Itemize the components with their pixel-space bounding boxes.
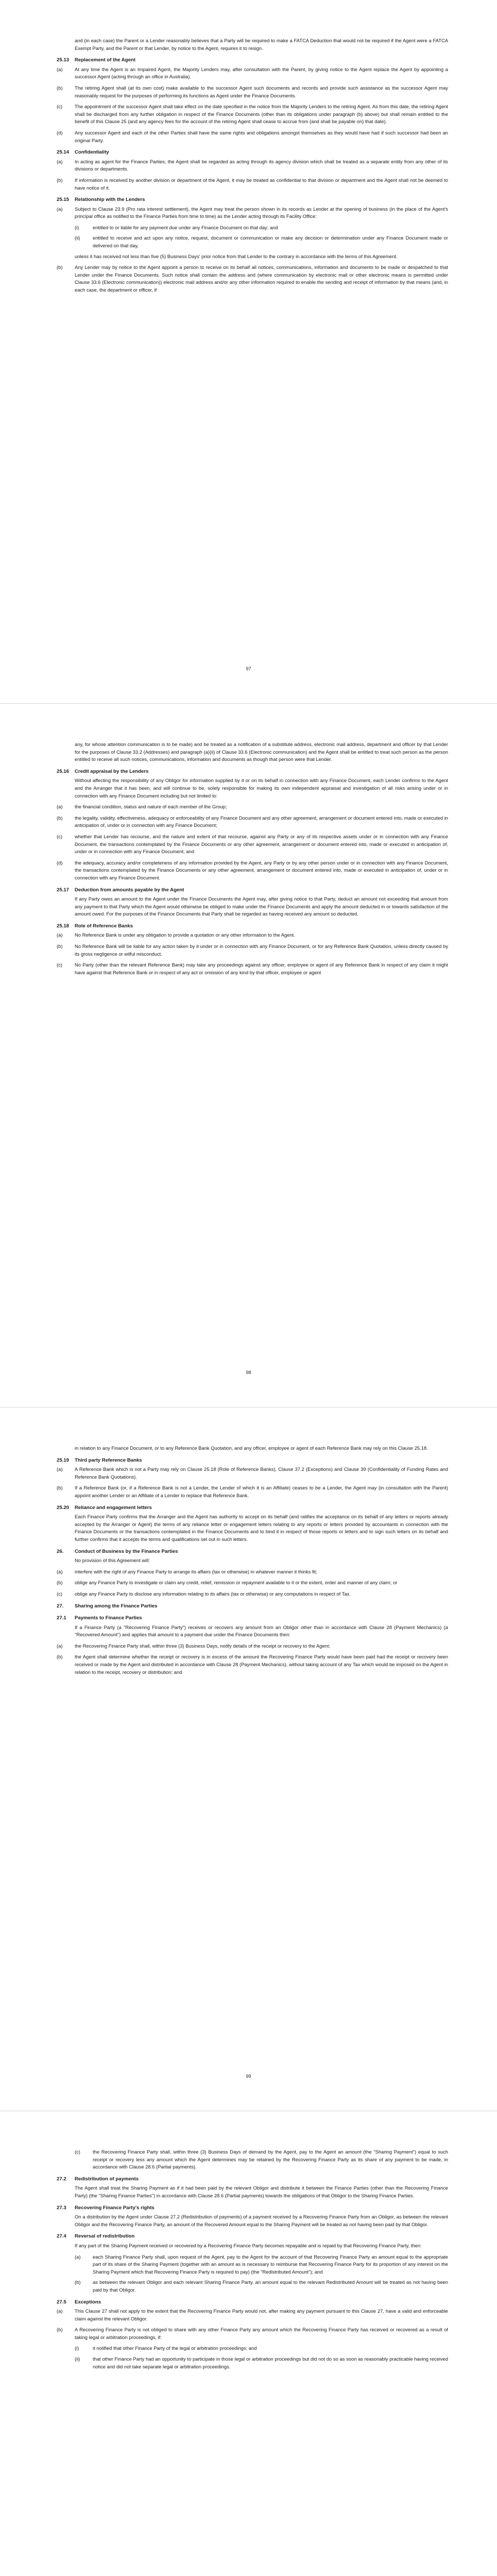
clause-heading: [57, 196, 448, 204]
list-item: [57, 803, 448, 811]
list-item: [57, 177, 448, 192]
item-label: (ii): [75, 2356, 80, 2362]
paragraph: The Agent shall treat the Sharing Payment as if it had been paid by the relevant Obligor and distribute it between the Finance Parties (other than the Recovering Finance Party) (the "Sharing Finance Parties") in accordance with Clause 28.6 (Partial payments) towards the obligations of that Obligor to the Sharing Finance Parties.: [75, 2185, 448, 2198]
clause-number: 27.3: [57, 2205, 66, 2211]
item-label: (b): [57, 815, 63, 821]
item-label: (b): [57, 2327, 63, 2333]
clause-title: Conduct of Business by the Finance Parties: [75, 1548, 178, 1554]
clause-number: 25.17: [57, 887, 70, 893]
item-text: Subject to Clause 23.9 (Pro rata interest settlement), the Agent may treat the person shown in its records as Lender at the opening of business (in the place of the Agent's principal office as notified to the Finance Parties from time to time) as the Lender acting through its Facility Office:: [75, 206, 448, 219]
item-label: (c): [57, 1590, 62, 1597]
item-label: (ii): [75, 235, 80, 241]
clause-heading: [57, 1504, 448, 1512]
clause-title: Replacement of the Agent: [75, 57, 135, 63]
clause-heading: [57, 887, 448, 894]
list-item: [75, 2148, 448, 2171]
clause-title: Exceptions: [75, 2299, 101, 2305]
page-body: [57, 37, 448, 298]
item-label: (c): [57, 833, 62, 839]
item-text: entitled to or liable for any payment due under any Finance Document on that day; and: [93, 224, 278, 230]
page-body: [57, 2148, 448, 2374]
item-text: it notified that other Finance Party of the legal or arbitration proceedings; and: [93, 2345, 257, 2351]
page-number: 97: [246, 666, 251, 671]
list-item: [57, 1568, 448, 1576]
sub-item: [75, 2345, 448, 2352]
paragraph: Each Finance Party confirms that the Arranger and the Agent has authority to accept on its behalf (and ratifies the acceptance on its behalf of any letters or reports already accepted by the Arranger or Agent) the terms of any reliance letter or engagement letters relating to any reports or letters provided by accountants in connection with the Finance Documents or the transactions contemplated in the Finance Documents and to bind it in respect of those reports or letters and to sign such letters on its behalf and further confirms that it accepts the terms and qualifications set out in such letters.: [75, 1514, 448, 1542]
item-text: No Party (other than the relevant Reference Bank) may take any proceedings against any officer, employee or agent of any Reference Bank in respect of any claim it might have against that Reference Bank or in respect of any act or omission of any kind by that officer, employee or agent: [75, 962, 448, 975]
clause-number: 25.20: [57, 1504, 70, 1511]
document-page-100: [0, 2111, 497, 2576]
clause-heading: [57, 2176, 448, 2183]
list-item: [57, 833, 448, 856]
clause-number: 25.18: [57, 923, 70, 929]
item-text: Any Lender may by notice to the Agent appoint a person to receive on its behalf all notices, communications, information and documents to be made or despatched to that Lender under the Finance Documents. Such notice shall contain the address and (where communication by electronic mail or other electronic means is permitted under Clause 33.6 (Electronic communication)) electronic mail address and/or any other information required to enable the sending and receipt of information by that means (and, in each case, the department or officer, if: [75, 264, 448, 293]
clause-number: 25.13: [57, 57, 70, 63]
list-item: [57, 931, 448, 939]
item-label: (b): [75, 2279, 81, 2285]
item-label: (b): [57, 1485, 63, 1491]
item-text: This Clause 27 shall not apply to the extent that the Recovering Finance Party would not, after making any payment pursuant to this Clause 27, have a valid and enforceable claim against the relevant Obligor.: [75, 2308, 448, 2321]
item-text: In acting as agent for the Finance Parties, the Agent shall be regarded as acting through its agency division which shall be treated as a separate entity from any other of its divisions or departments.: [75, 158, 448, 172]
clause-heading: [57, 768, 448, 776]
item-label: (c): [75, 2149, 80, 2155]
list-item: [57, 1579, 448, 1587]
clause-title: Reliance and engagement letters: [75, 1504, 152, 1511]
sub-item: [75, 224, 448, 232]
sub-item: [75, 2355, 448, 2370]
item-text: the financial condition, status and nature of each member of the Group;: [75, 804, 227, 810]
item-label: (a): [57, 66, 63, 72]
item-label: (d): [57, 129, 63, 135]
item-label: (b): [57, 1580, 63, 1586]
item-text: the Recovering Finance Party shall, within three (3) Business Days, notify details of the receipt or recovery to the Agent;: [75, 1642, 331, 1649]
item-label: (a): [57, 1568, 63, 1574]
sub-item: [75, 234, 448, 249]
item-text: entitled to receive and act upon any notice, request, document or communication or make any decision or determination under any Finance Document made or delivered on that day,: [93, 235, 448, 249]
item-text: A Recovering Finance Party is not obliged to share with any other Finance Party any amount which the Recovering Finance Party has received or recovered as a result of taking legal or arbitration proceedings, if:: [75, 2327, 448, 2340]
item-text: oblige any Finance Party to disclose any information relating to its affairs (tax or otherwise) or any computations in respect of Tax.: [75, 1590, 351, 1597]
paragraph: If any Party owes an amount to the Agent under the Finance Documents the Agent may, after giving notice to that Party, deduct an amount not exceeding that amount from any payment to that Party which the Agent would otherwise be obliged to make under the Finance Documents and apply the amount deducted in or towards satisfaction of the amount owed. For the purposes of the Finance Documents that Party shall be regarded as having received any amount so deducted.: [75, 896, 448, 917]
list-item: [57, 1484, 448, 1499]
clause-heading: [57, 57, 448, 64]
clause-number: 27.5: [57, 2299, 66, 2305]
page-number: 98: [246, 1370, 251, 1375]
item-label: (c): [57, 962, 62, 968]
list-item: [57, 815, 448, 829]
clause-title: Third party Reference Banks: [75, 1457, 142, 1463]
clause-title: Credit appraisal by the Lenders: [75, 768, 149, 774]
clause-title: Sharing among the Finance Parties: [75, 1603, 158, 1609]
clause-title: Recovering Finance Party's rights: [75, 2205, 155, 2211]
item-text: If information is received by another division or department of the Agent, it may be treated as confidential to that division or department and the Agent shall not be deemed to have notice of it.: [75, 177, 448, 191]
document-page-97: [0, 0, 497, 703]
paragraph: any, for whose attention communication is to be made) and be treated as a notification of a substitute address, electronic mail address, department and officer by that Lender for the purposes of Clause 33.2 (Addresses) and paragraph (a)(ii) of Clause 33.6 (Electronic communication) and the Agent shall be entitled to treat such person as the person entitled to receive all such notices, communications, information and documents as though that person were that Lender.: [75, 741, 448, 762]
list-item: [57, 84, 448, 99]
item-label: (d): [57, 859, 63, 866]
clause-number: 27.1: [57, 1615, 66, 1621]
item-text: the legality, validity, effectiveness, adequacy or enforceability of any Finance Document and any other agreement, arrangement or document entered into, made or executed in anticipation of, under or in connection with any Finance Document;: [75, 815, 448, 828]
list-item: [57, 1642, 448, 1650]
item-label: (b): [57, 1654, 63, 1660]
list-item: [57, 129, 448, 144]
item-text: the Recovering Finance Party shall, within three (3) Business Days of demand by the Agent, pay to the Agent an amount (the "Sharing Payment") equal to such receipt or recovery less any amount which the Agent determines may be retained by the Recovering Finance Party as its share of any payment to be made, in accordance with Clause 28.6 (Partial payments).: [93, 2149, 448, 2170]
paragraph: and (in each case) the Parent or a Lender reasonably believes that a Party will be required to make a FATCA Deduction that would not be required if the Agent were a FATCA Exempt Party, and the Parent or that Lender, by notice to the Agent, requires it to resign.: [75, 38, 448, 51]
item-text: the Agent shall determine whether the receipt or recovery is in excess of the amount the Recovering Finance Party would have been paid had the receipt or recovery been received or made by the Agent and distributed in accordance with Clause 28 (Payment Mechanics), without taking account of any Tax which would be imposed on the Agent in relation to the receipt, recovery or distribution; and: [75, 1654, 448, 1675]
clause-heading: [57, 149, 448, 157]
paragraph: If a Finance Party (a "Recovering Finance Party") receives or recovers any amount from an Obligor other than in accordance with Clause 28 (Payment Mechanics) (a "Recovered Amount") and applies that amount to a payment due under the Finance Documents then:: [75, 1624, 448, 1638]
clause-heading: [57, 1457, 448, 1465]
list-item: [57, 1653, 448, 1676]
clause-heading: [57, 923, 448, 930]
paragraph: No provision of this Agreement will:: [75, 1557, 150, 1564]
item-text: No Reference Bank will be liable for any action taken by it under or in connection with any Finance Document, or for any Reference Bank Quotation, unless directly caused by its gross negligence or wilful misconduct.: [75, 943, 448, 957]
item-text: oblige any Finance Party to investigate or claim any credit, relief, remission or repayment available to it or the extent, order and manner of any claim; or: [75, 1580, 398, 1586]
item-text: the adequacy, accuracy and/or completeness of any information provided by the Agent, any Party or by any other person under or in connection with any Finance Document, the transactions contemplated by the Finance Documents or any other agreement, arrangement or document entered into, made or executed in anticipation of, under or in connection with any Finance Document.: [75, 859, 448, 880]
page-body: [57, 741, 448, 980]
clause-number: 25.19: [57, 1457, 70, 1463]
item-label: (a): [57, 804, 63, 810]
clause-title: Confidentiality: [75, 149, 109, 156]
list-item: [57, 158, 448, 173]
item-label: (b): [57, 84, 63, 91]
document-page-99: [0, 1408, 497, 2111]
item-text: each Sharing Finance Party shall, upon request of the Agent, pay to the Agent for the account of that Recovering Finance Party an amount equal to the appropriate part of its share of the Sharing Payment (together with an amount as is necessary to reimburse that Recovering Finance Party for its proportion of any interest on the Sharing Payment which that Recovering Finance Party is required to pay) (the "Redistributed Amount"); and: [93, 2253, 448, 2275]
item-label: (a): [57, 1466, 63, 1472]
clause-heading: [57, 2205, 448, 2212]
clause-title: Role of Reference Banks: [75, 923, 133, 929]
item-label: (a): [57, 158, 63, 164]
item-text: that other Finance Party had an opportunity to participate in those legal or arbitration proceedings but did not do so as soon as reasonably practicable having received notice and did not take separate legal or arbitration proceedings.: [93, 2356, 448, 2369]
item-label: (a): [75, 2253, 81, 2260]
paragraph: in relation to any Finance Document, or to any Reference Bank Quotation, and any officer, employee or agent of each Reference Bank may rely on this Clause 25.18.: [75, 1445, 428, 1451]
page-number: 99: [246, 2074, 251, 2079]
item-label: (i): [75, 2345, 79, 2351]
item-text: Any successor Agent and each of the other Parties shall have the same rights and obligations amongst themselves as they would have had if such successor had been an original Party.: [75, 129, 448, 143]
item-label: (a): [57, 2308, 63, 2314]
clause-heading: [57, 2233, 448, 2241]
list-item: [57, 206, 448, 221]
list-item: [75, 2253, 448, 2276]
list-item: [57, 961, 448, 976]
clause-title: Relationship with the Lenders: [75, 197, 145, 203]
list-item: [57, 66, 448, 81]
item-text: If a Reference Bank (or, if a Reference Bank is not a Lender, the Lender of which it is an Affiliate) ceases to be a Lender, the Agent may (in consultation with the Parent) appoint another Lender or an Affiliate of a Lender to replace that Reference Bank.: [75, 1485, 448, 1498]
list-item: [57, 1590, 448, 1598]
document-page-98: [0, 704, 497, 1407]
list-item: [57, 264, 448, 294]
paragraph: unless it has received not less than five (5) Business Days' prior notice from that Lender to the contrary in accordance with the terms of this Agreement.: [75, 253, 398, 259]
item-label: (b): [57, 264, 63, 270]
list-item: [57, 1466, 448, 1481]
clause-title: Deduction from amounts payable by the Agent: [75, 887, 184, 893]
paragraph: Without affecting the responsibility of any Obligor for information supplied by it or on its behalf in connection with any Finance Document, each Lender confirms to the Agent and the Arranger that it has been, and will continue to be, solely responsible for making its own independent appraisal and investigation of all risks arising under or in connection with any Finance Document including but not limited to:: [75, 777, 448, 799]
item-label: (b): [57, 943, 63, 950]
item-label: (c): [57, 104, 62, 110]
clause-number: 25.15: [57, 197, 70, 203]
clause-heading: [57, 1548, 448, 1556]
item-label: (i): [75, 224, 79, 230]
item-label: (a): [57, 206, 63, 212]
paragraph: If any part of the Sharing Payment received or recovered by a Recovering Finance Party becomes repayable and is repaid by that Recovering Finance Party, then:: [75, 2242, 422, 2248]
clause-title: Payments to Finance Parties: [75, 1615, 142, 1621]
item-label: (a): [57, 1642, 63, 1649]
paragraph: On a distribution by the Agent under Clause 27.2 (Redistribution of payments) of a payment received by a Recovering Finance Party from an Obligor, as between the relevant Obligor and the Recovering Finance Party, an amount of the Recovered Amount equal to the Sharing Payment will be treated as not having been paid by that Obligor.: [75, 2214, 448, 2227]
clause-number: 27.4: [57, 2233, 66, 2240]
clause-number: 26.: [57, 1548, 64, 1554]
clause-number: 27.: [57, 1603, 64, 1609]
item-text: At any time the Agent is an Impaired Agent, the Majority Lenders may, after consultation with the Parent, by giving notice to the Agent replace the Agent by appointing a successor Agent (acting through an office in Australia).: [75, 66, 448, 80]
list-item: [57, 943, 448, 958]
item-text: A Reference Bank which is not a Party may rely on Clause 25.18 (Role of Reference Banks), Clause 37.2 (Exceptions) and Clause 39 (Confidentiality of Funding Rates and Reference Bank Quotations).: [75, 1466, 448, 1480]
item-text: interfere with the right of any Finance Party to arrange its affairs (tax or otherwise) in whatever manner it thinks fit;: [75, 1568, 317, 1574]
clause-number: 25.14: [57, 149, 70, 156]
list-item: [57, 103, 448, 126]
list-item: [57, 859, 448, 882]
item-text: No Reference Bank is under any obligation to provide a quotation or any other information to the Agent.: [75, 932, 295, 938]
page-body: [57, 1445, 448, 1680]
list-item: [57, 2308, 448, 2323]
clause-heading: [57, 1615, 448, 1622]
item-text: The retiring Agent shall (at its own cost) make available to the successor Agent such documents and records and provide such assistance as the successor Agent may reasonably request for the purposes of performing its functions as Agent under the Finance Documents.: [75, 84, 448, 98]
clause-title: Reversal of redistribution: [75, 2233, 135, 2240]
item-label: (b): [57, 177, 63, 183]
clause-number: 27.2: [57, 2176, 66, 2182]
item-text: whether that Lender has recourse, and the nature and extent of that recourse, against any Party or any of its respective assets under or in connection with any Finance Document, the transactions contemplated by the Finance Documents or any other agreement, arrangement or document entered into, made or executed in anticipation of, under or in connection with any Finance Document; and: [75, 833, 448, 855]
item-label: (a): [57, 932, 63, 938]
list-item: [75, 2279, 448, 2294]
clause-heading: [57, 1603, 448, 1611]
item-text: The appointment of the successor Agent shall take effect on the date specified in the notice from the Majority Lenders to the retiring Agent. As from this date, the retiring Agent shall be discharged from any further obligation in respect of the Finance Documents (other than its obligations under paragraph (b) above) but shall remain entitled to the benefit of this Clause 25 (and any agency fees for the account of the retiring Agent shall cease to accrue from (and shall be payable on) that date).: [75, 104, 448, 125]
clause-heading: [57, 2299, 448, 2307]
item-text: as between the relevant Obligor and each relevant Sharing Finance Party, an amount equal to the relevant Redistributed Amount will be treated as not having been paid by that Obligor.: [93, 2279, 448, 2293]
list-item: [57, 2326, 448, 2341]
clause-number: 25.16: [57, 768, 70, 774]
clause-title: Redistribution of payments: [75, 2176, 139, 2182]
